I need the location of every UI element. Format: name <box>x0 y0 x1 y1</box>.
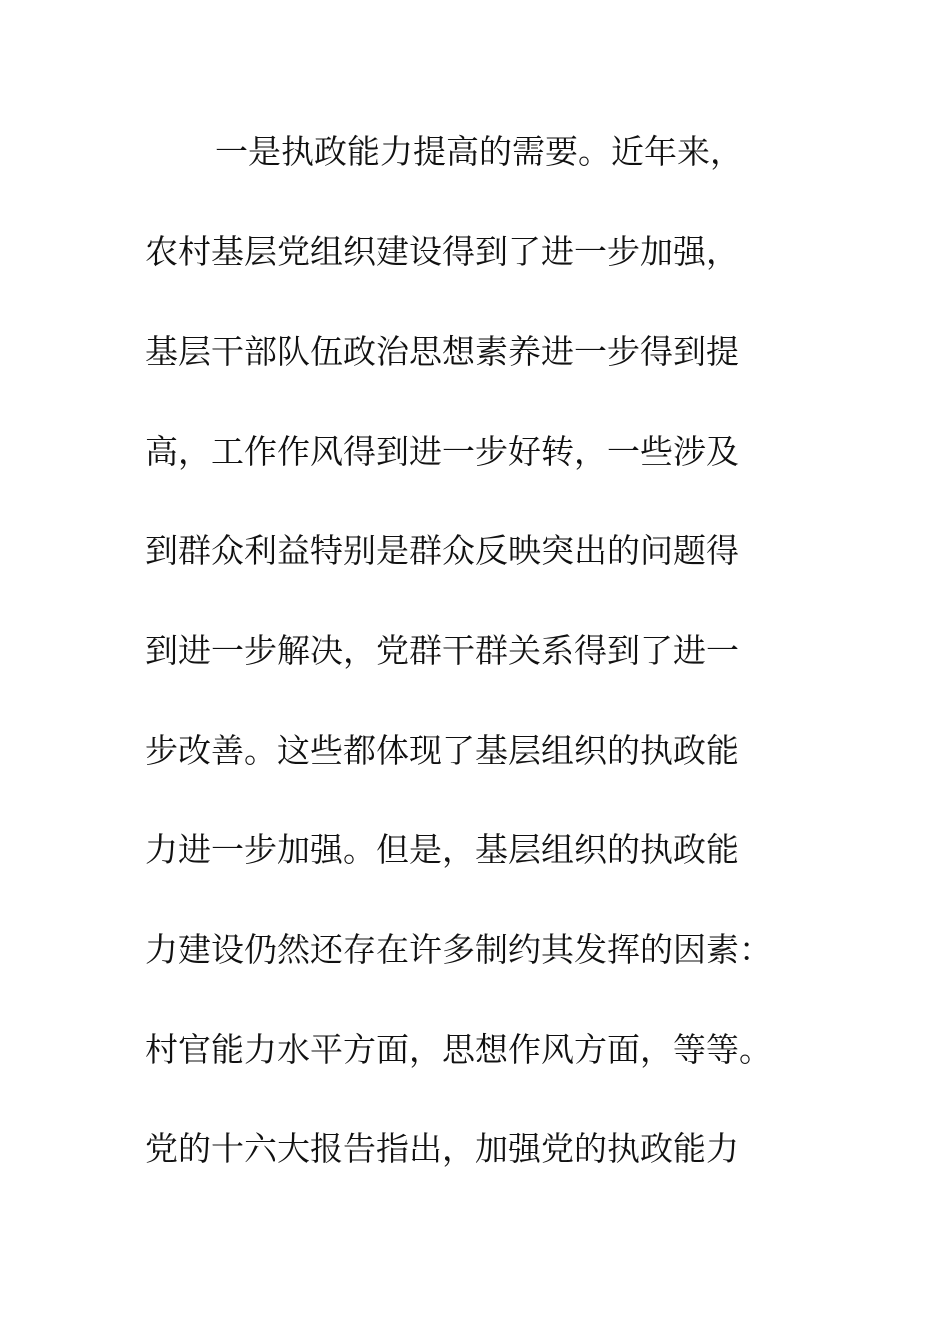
paragraph-line-7: 步改善。这些都体现了基层组织的执政能 <box>145 731 739 770</box>
paragraph-line-11: 党的十六大报告指出，加强党的执政能力 <box>145 1129 739 1168</box>
paragraph-line-6: 到进一步解决，党群干群关系得到了进一 <box>145 631 739 670</box>
paragraph-line-4: 高，工作作风得到进一步好转，一些涉及 <box>145 432 739 471</box>
paragraph-line-10: 村官能力水平方面，思想作风方面，等等。 <box>145 1030 772 1069</box>
paragraph-line-3: 基层干部队伍政治思想素养进一步得到提 <box>145 332 739 371</box>
paragraph-line-5: 到群众利益特别是群众反映突出的问题得 <box>145 531 739 570</box>
paragraph-line-8: 力进一步加强。但是，基层组织的执政能 <box>145 830 739 869</box>
paragraph-line-2: 农村基层党组织建设得到了进一步加强， <box>145 232 739 271</box>
paragraph-line-1: 一是执政能力提高的需要。近年来， <box>215 132 743 171</box>
paragraph-line-9: 力建设仍然还存在许多制约其发挥的因素： <box>145 930 772 969</box>
